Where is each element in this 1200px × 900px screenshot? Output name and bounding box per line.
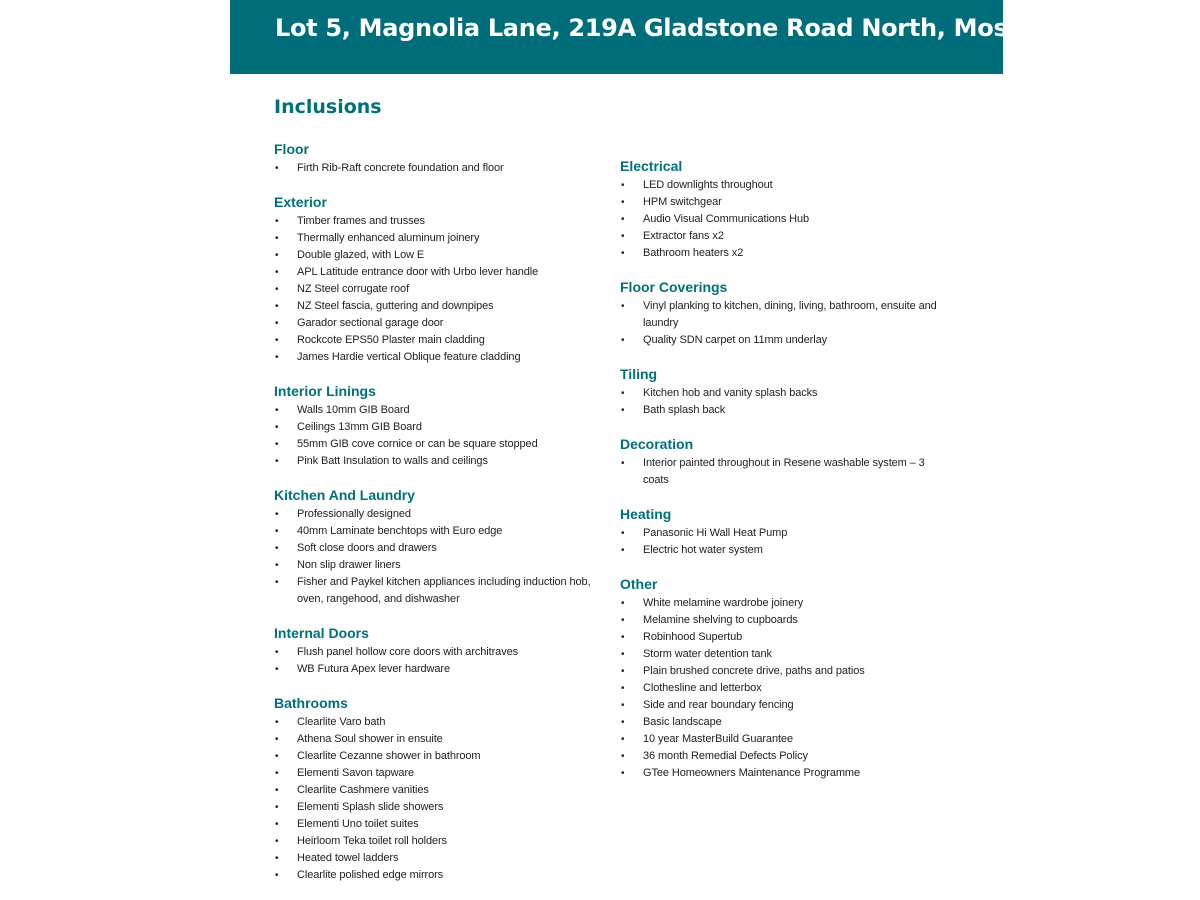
bullet-icon: •	[275, 751, 279, 762]
list-item-text: Clothesline and letterbox	[643, 682, 762, 694]
bullet-icon: •	[621, 388, 625, 399]
bullet-icon: •	[275, 802, 279, 813]
section-decoration	[620, 435, 940, 489]
bullet-icon: •	[621, 231, 625, 242]
list-item	[274, 213, 594, 230]
bullet-icon: •	[621, 632, 625, 643]
section-bathrooms	[274, 694, 594, 884]
list-item	[620, 402, 940, 419]
list-item	[620, 211, 940, 228]
bullet-icon: •	[621, 734, 625, 745]
bullet-icon: •	[275, 526, 279, 537]
list-item	[620, 228, 940, 245]
list-item	[620, 765, 940, 782]
list-item-text: Clearlite Cashmere vanities	[297, 784, 429, 796]
list-item	[620, 332, 940, 349]
list-item	[620, 525, 940, 542]
bullet-icon: •	[275, 543, 279, 554]
list-item-text: Electric hot water system	[643, 544, 763, 556]
list-item	[274, 644, 594, 661]
inclusion-list	[620, 525, 940, 559]
list-item-text: Bath splash back	[643, 404, 726, 416]
bullet-icon: •	[275, 284, 279, 295]
list-item	[274, 799, 594, 816]
bullet-icon: •	[275, 836, 279, 847]
inclusion-list	[274, 714, 594, 884]
bullet-icon: •	[621, 197, 625, 208]
list-item	[620, 646, 940, 663]
section-kitchen-and-laundry	[274, 486, 594, 608]
list-item-text: NZ Steel corrugate roof	[297, 283, 410, 295]
list-item-text: Non slip drawer liners	[297, 559, 401, 571]
list-item-text: Basic landscape	[643, 716, 722, 728]
left-column	[274, 140, 594, 900]
list-item	[274, 833, 594, 850]
bullet-icon: •	[275, 819, 279, 830]
section-tiling	[620, 365, 940, 419]
section-other	[620, 575, 940, 782]
list-item-text: NZ Steel fascia, guttering and downpipes	[297, 300, 494, 312]
section-heading: Interior Linings	[274, 383, 376, 399]
page-title: Lot 5, Magnolia Lane, 219A Gladstone Road North, Mosgiel	[275, 14, 1057, 42]
section-heading: Internal Doors	[274, 625, 369, 641]
list-item-text: Athena Soul shower in ensuite	[297, 733, 443, 745]
bullet-icon: •	[621, 700, 625, 711]
bullet-icon: •	[621, 405, 625, 416]
list-item	[274, 867, 594, 884]
list-item	[274, 714, 594, 731]
inclusion-list	[620, 298, 940, 349]
bullet-icon: •	[275, 267, 279, 278]
list-item-text: Firth Rib-Raft concrete foundation and floor	[297, 162, 504, 174]
list-item-text: Audio Visual Communications Hub	[643, 213, 810, 225]
list-item	[620, 714, 940, 731]
section-heading: Electrical	[620, 158, 683, 174]
list-item-text: Bathroom heaters x2	[643, 247, 744, 259]
list-item-text: Heirloom Teka toilet roll holders	[297, 835, 447, 847]
bullet-icon: •	[275, 318, 279, 329]
list-item	[274, 349, 594, 366]
list-item	[274, 230, 594, 247]
inclusion-list	[274, 213, 594, 366]
list-item-text: Quality SDN carpet on 11mm underlay	[643, 334, 827, 346]
list-item-text: Panasonic Hi Wall Heat Pump	[643, 527, 788, 539]
bullet-icon: •	[275, 163, 279, 174]
list-item	[620, 731, 940, 748]
inclusion-list	[620, 455, 940, 489]
inclusion-list	[274, 644, 594, 678]
section-floor	[274, 140, 594, 177]
list-item-text: Walls 10mm GIB Board	[297, 404, 410, 416]
list-item	[274, 661, 594, 678]
list-item	[620, 177, 940, 194]
list-item	[620, 455, 940, 489]
bullet-icon: •	[275, 647, 279, 658]
list-item	[274, 298, 594, 315]
bullet-icon: •	[275, 560, 279, 571]
list-item-text: Melamine shelving to cupboards	[643, 614, 798, 626]
list-item	[274, 436, 594, 453]
section-exterior	[274, 193, 594, 366]
bullet-icon: •	[275, 216, 279, 227]
list-item	[274, 453, 594, 470]
inclusions-heading: Inclusions	[274, 96, 382, 118]
bullet-icon: •	[275, 734, 279, 745]
list-item-text: Double glazed, with Low E	[297, 249, 425, 261]
list-item-text: 55mm GIB cove cornice or can be square stopped	[297, 438, 538, 450]
list-item-text: Heated towel ladders	[297, 852, 399, 864]
list-item-text: James Hardie vertical Oblique feature cladding	[297, 351, 521, 363]
bullet-icon: •	[621, 666, 625, 677]
list-item-text: White melamine wardrobe joinery	[643, 597, 804, 609]
inclusion-list	[620, 385, 940, 419]
list-item-text: Elementi Savon tapware	[297, 767, 415, 779]
list-item-text: Clearlite Varo bath	[297, 716, 386, 728]
list-item	[620, 245, 940, 262]
list-item	[620, 748, 940, 765]
inclusion-list	[274, 506, 594, 608]
list-item	[274, 557, 594, 574]
list-item-text: Rockcote EPS50 Plaster main cladding	[297, 334, 485, 346]
list-item	[620, 542, 940, 559]
section-heading: Floor	[274, 141, 309, 157]
bullet-icon: •	[621, 214, 625, 225]
list-item-text: WB Futura Apex lever hardware	[297, 663, 451, 675]
list-item	[620, 697, 940, 714]
list-item-text: Professionally designed	[297, 508, 411, 520]
section-heading: Other	[620, 576, 658, 592]
list-item-text: Thermally enhanced aluminum joinery	[297, 232, 480, 244]
list-item-text: Kitchen hob and vanity splash backs	[643, 387, 818, 399]
section-heading: Tiling	[620, 366, 658, 382]
list-item-text: Timber frames and trusses	[297, 215, 425, 227]
list-item-text: Robinhood Supertub	[643, 631, 743, 643]
list-item	[274, 731, 594, 748]
bullet-icon: •	[275, 853, 279, 864]
bullet-icon: •	[621, 458, 625, 469]
list-item	[274, 850, 594, 867]
section-internal-doors	[274, 624, 594, 678]
bullet-icon: •	[621, 301, 625, 312]
list-item-text: Extractor fans x2	[643, 230, 724, 242]
bullet-icon: •	[275, 352, 279, 363]
list-item	[620, 680, 940, 697]
list-item-text: Elementi Uno toilet suites	[297, 818, 419, 830]
bullet-icon: •	[621, 598, 625, 609]
list-item-text: Flush panel hollow core doors with architraves	[297, 646, 519, 658]
list-item-text: Side and rear boundary fencing	[643, 699, 794, 711]
list-item	[274, 315, 594, 332]
section-heading: Decoration	[620, 436, 694, 452]
bullet-icon: •	[621, 528, 625, 539]
bullet-icon: •	[275, 785, 279, 796]
list-item-text: 10 year MasterBuild Guarantee	[643, 733, 793, 745]
bullet-icon: •	[275, 405, 279, 416]
list-item	[274, 264, 594, 281]
bullet-icon: •	[621, 545, 625, 556]
bullet-icon: •	[275, 456, 279, 467]
section-electrical	[620, 157, 940, 262]
list-item-text: HPM switchgear	[643, 196, 722, 208]
list-item	[620, 612, 940, 629]
list-item	[274, 160, 594, 177]
list-item	[620, 629, 940, 646]
bullet-icon: •	[621, 248, 625, 259]
bullet-icon: •	[275, 301, 279, 312]
list-item	[274, 523, 594, 540]
title-banner	[230, 0, 1057, 74]
bullet-icon: •	[621, 335, 625, 346]
list-item	[620, 663, 940, 680]
list-item	[274, 281, 594, 298]
bullet-icon: •	[621, 180, 625, 191]
list-item-text: APL Latitude entrance door with Urbo lever handle	[297, 266, 539, 278]
list-item	[620, 385, 940, 402]
bullet-icon: •	[621, 683, 625, 694]
list-item	[620, 194, 940, 211]
list-item	[274, 782, 594, 799]
bullet-icon: •	[275, 422, 279, 433]
bullet-icon: •	[275, 870, 279, 881]
bullet-icon: •	[621, 751, 625, 762]
list-item-text: Vinyl planking to kitchen, dining, living, bathroom, ensuite and laundry	[643, 300, 937, 329]
list-item	[274, 419, 594, 436]
section-heading: Floor Coverings	[620, 279, 728, 295]
list-item	[620, 298, 940, 332]
right-column	[620, 157, 940, 798]
section-heading: Bathrooms	[274, 695, 348, 711]
inclusion-list	[620, 595, 940, 782]
list-item	[620, 595, 940, 612]
inclusion-list	[274, 160, 594, 177]
section-heading: Kitchen And Laundry	[274, 487, 416, 503]
bullet-icon: •	[621, 717, 625, 728]
inclusion-list	[274, 402, 594, 470]
list-item	[274, 765, 594, 782]
list-item-text: Pink Batt Insulation to walls and ceilings	[297, 455, 488, 467]
bullet-icon: •	[275, 509, 279, 520]
bullet-icon: •	[275, 768, 279, 779]
list-item-text: 40mm Laminate benchtops with Euro edge	[297, 525, 503, 537]
list-item	[274, 574, 594, 608]
list-item-text: Soft close doors and drawers	[297, 542, 437, 554]
bullet-icon: •	[621, 768, 625, 779]
list-item-text: Storm water detention tank	[643, 648, 772, 660]
list-item-text: Garador sectional garage door	[297, 317, 444, 329]
bullet-icon: •	[621, 649, 625, 660]
list-item	[274, 332, 594, 349]
list-item-text: 36 month Remedial Defects Policy	[643, 750, 808, 762]
list-item	[274, 402, 594, 419]
list-item-text: Fisher and Paykel kitchen appliances including induction hob, oven, rangehood, and dishwasher	[297, 576, 591, 605]
list-item	[274, 506, 594, 523]
list-item-text: Clearlite polished edge mirrors	[297, 869, 444, 881]
bullet-icon: •	[275, 439, 279, 450]
bullet-icon: •	[275, 250, 279, 261]
list-item	[274, 540, 594, 557]
list-item-text: GTee Homeowners Maintenance Programme	[643, 767, 861, 779]
section-interior-linings	[274, 382, 594, 470]
list-item	[274, 816, 594, 833]
inclusion-list	[620, 177, 940, 262]
bullet-icon: •	[275, 717, 279, 728]
list-item-text: Plain brushed concrete drive, paths and patios	[643, 665, 865, 677]
list-item-text: Elementi Splash slide showers	[297, 801, 444, 813]
section-heating	[620, 505, 940, 559]
bullet-icon: •	[621, 615, 625, 626]
section-floor-coverings	[620, 278, 940, 349]
section-heading: Exterior	[274, 194, 327, 210]
list-item-text: LED downlights throughout	[643, 179, 773, 191]
list-item	[274, 748, 594, 765]
list-item	[274, 247, 594, 264]
section-heading: Heating	[620, 506, 672, 522]
bullet-icon: •	[275, 577, 279, 588]
list-item-text: Interior painted throughout in Resene washable system – 3 coats	[643, 457, 925, 486]
bullet-icon: •	[275, 335, 279, 346]
list-item-text: Ceilings 13mm GIB Board	[297, 421, 422, 433]
list-item-text: Clearlite Cezanne shower in bathroom	[297, 750, 481, 762]
bullet-icon: •	[275, 233, 279, 244]
bullet-icon: •	[275, 664, 279, 675]
